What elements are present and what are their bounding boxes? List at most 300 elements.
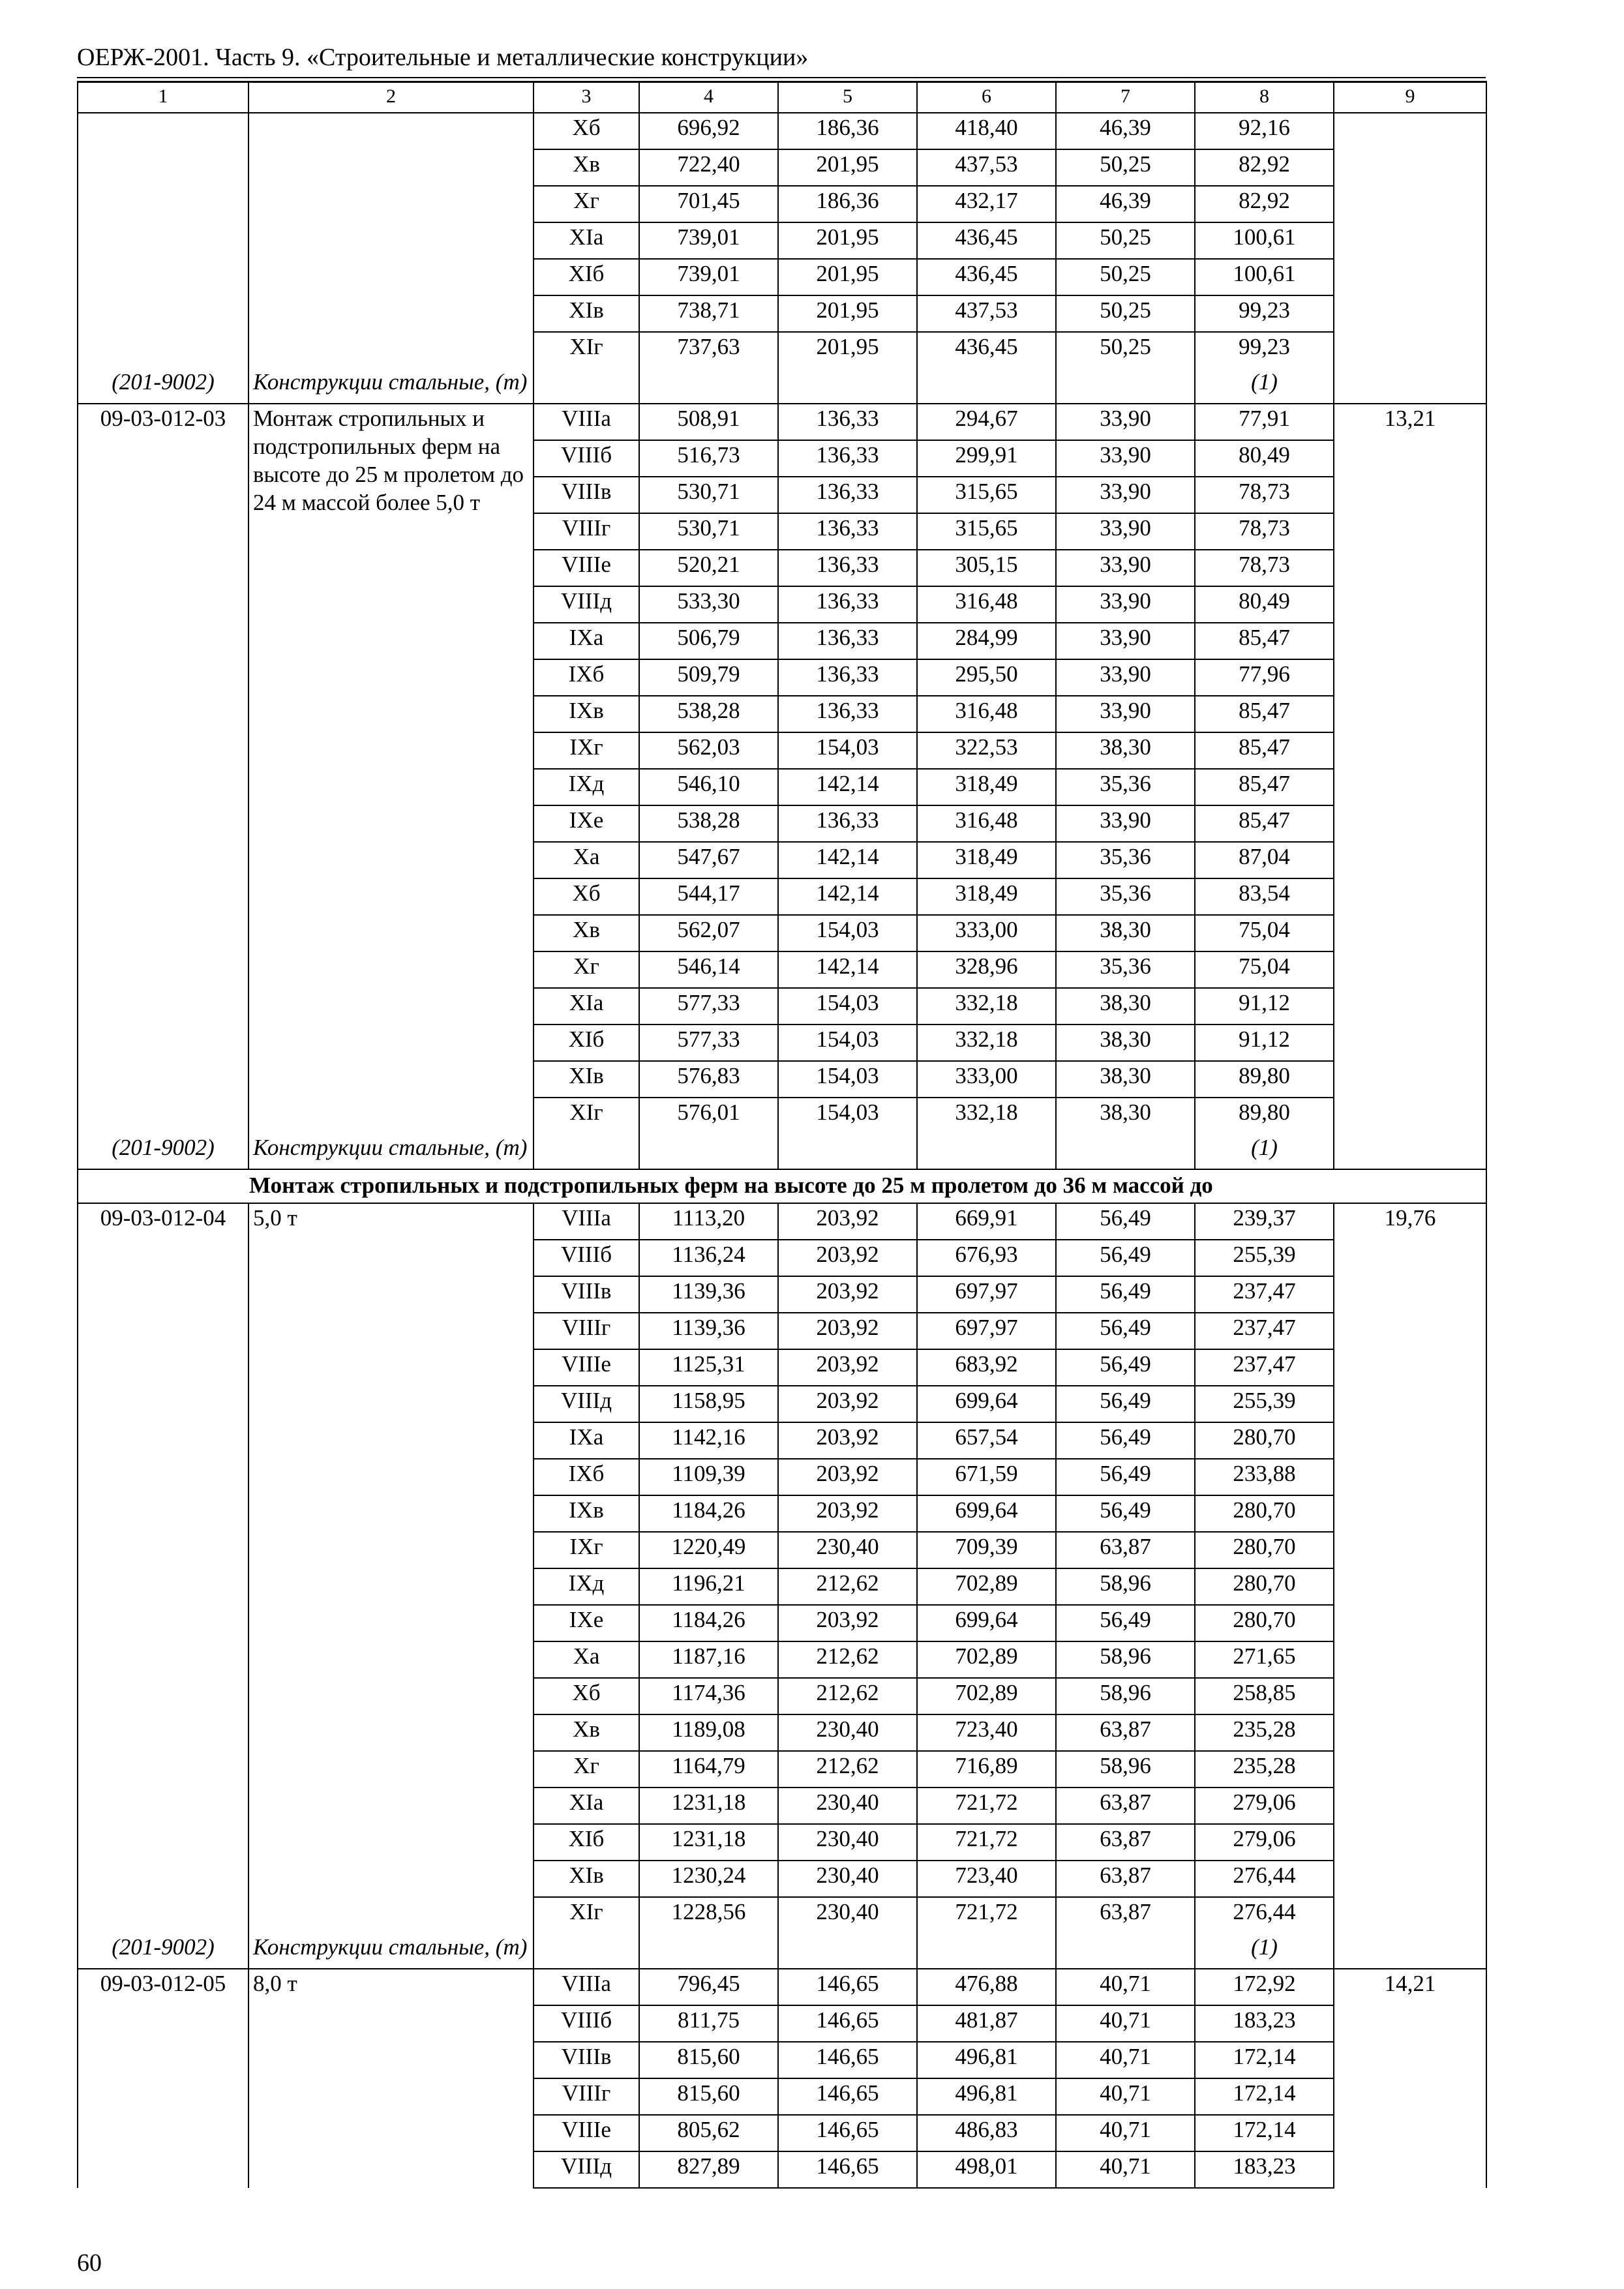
value-cell: 78,73	[1195, 550, 1334, 586]
value-cell: 56,49	[1056, 1276, 1195, 1313]
zone-cell: VIIIг	[534, 1313, 639, 1349]
value-cell: 146,65	[778, 2151, 917, 2188]
zone-cell: VIIIд	[534, 1386, 639, 1422]
value-cell: 255,39	[1195, 1386, 1334, 1422]
value-cell: 35,36	[1056, 878, 1195, 915]
value-cell: 702,89	[917, 1678, 1056, 1714]
column-number: 7	[1056, 82, 1195, 113]
zone-cell: VIIIа	[534, 1969, 639, 2005]
value-cell: 146,65	[778, 2005, 917, 2042]
value-cell: 318,49	[917, 878, 1056, 915]
value-cell: 75,04	[1195, 915, 1334, 951]
zone-cell: Хб	[534, 1678, 639, 1714]
value-cell: 33,90	[1056, 477, 1195, 513]
value-cell: 1220,49	[639, 1532, 778, 1568]
value-cell: 562,07	[639, 915, 778, 951]
value-cell: 299,91	[917, 440, 1056, 477]
value-cell: 33,90	[1056, 659, 1195, 696]
value-cell: 657,54	[917, 1422, 1056, 1459]
value-cell: 723,40	[917, 1861, 1056, 1897]
value-cell: 1174,36	[639, 1678, 778, 1714]
value-cell: 520,21	[639, 550, 778, 586]
zone-cell: ХIг	[534, 1098, 639, 1133]
value-cell: 146,65	[778, 2078, 917, 2115]
value-cell: 154,03	[778, 915, 917, 951]
value-cell: 87,04	[1195, 842, 1334, 878]
empty-cell	[534, 368, 639, 404]
rate-code: 09-03-012-05	[78, 1969, 248, 2188]
table-row	[78, 1969, 1486, 2005]
value-cell: 201,95	[778, 259, 917, 295]
value-cell: 258,85	[1195, 1678, 1334, 1714]
zone-cell: IХг	[534, 1532, 639, 1568]
zone-cell: IХг	[534, 732, 639, 769]
value-cell: 50,25	[1056, 222, 1195, 259]
value-cell: 322,53	[917, 732, 1056, 769]
material-name: Конструкции стальные, (т)	[248, 1133, 534, 1169]
value-cell: 476,88	[917, 1969, 1056, 2005]
rate-code: 09-03-012-04	[78, 1203, 248, 1933]
zone-cell: ХIв	[534, 1061, 639, 1098]
table-row	[78, 113, 1486, 149]
zone-cell: IХв	[534, 1495, 639, 1532]
zone-cell: VIIIа	[534, 404, 639, 440]
value-cell: 280,70	[1195, 1568, 1334, 1605]
value-cell: 63,87	[1056, 1714, 1195, 1751]
zone-cell: VIIIв	[534, 2042, 639, 2078]
material-name: Конструкции стальные, (т)	[248, 368, 534, 404]
value-cell: 35,36	[1056, 769, 1195, 805]
value-cell: 436,45	[917, 259, 1056, 295]
value-cell: 577,33	[639, 1025, 778, 1061]
value-cell: 56,49	[1056, 1495, 1195, 1532]
value-cell: 316,48	[917, 586, 1056, 623]
empty-cell	[917, 368, 1056, 404]
empty-cell	[778, 1933, 917, 1969]
value-cell: 538,28	[639, 696, 778, 732]
value-cell: 1187,16	[639, 1641, 778, 1678]
value-cell: 1139,36	[639, 1276, 778, 1313]
zone-cell: ХIа	[534, 222, 639, 259]
zone-cell: IХе	[534, 805, 639, 842]
value-cell: 280,70	[1195, 1605, 1334, 1641]
column-number: 5	[778, 82, 917, 113]
column-number: 1	[78, 82, 248, 113]
value-cell: 544,17	[639, 878, 778, 915]
value-cell: 56,49	[1056, 1349, 1195, 1386]
zone-cell: Хг	[534, 186, 639, 222]
value-cell: 699,64	[917, 1386, 1056, 1422]
value-cell: 203,92	[778, 1349, 917, 1386]
value-cell: 56,49	[1056, 1386, 1195, 1422]
value-cell: 328,96	[917, 951, 1056, 988]
value-cell: 697,97	[917, 1276, 1056, 1313]
value-cell: 85,47	[1195, 732, 1334, 769]
value-cell: 276,44	[1195, 1861, 1334, 1897]
value-cell: 332,18	[917, 988, 1056, 1025]
value-cell: 316,48	[917, 805, 1056, 842]
page-header	[77, 40, 1486, 83]
value-cell: 201,95	[778, 332, 917, 368]
value-cell: 136,33	[778, 586, 917, 623]
value-cell: 146,65	[778, 1969, 917, 2005]
value-cell: 172,14	[1195, 2115, 1334, 2151]
material-note: (1)	[1195, 368, 1334, 404]
value-cell: 40,71	[1056, 1969, 1195, 2005]
value-cell: 56,49	[1056, 1313, 1195, 1349]
column-number: 6	[917, 82, 1056, 113]
value-cell: 203,92	[778, 1313, 917, 1349]
value-cell: 38,30	[1056, 1098, 1195, 1133]
zone-cell: Хв	[534, 1714, 639, 1751]
value-cell: 82,92	[1195, 186, 1334, 222]
value-cell: 739,01	[639, 222, 778, 259]
value-cell: 83,54	[1195, 878, 1334, 915]
value-cell: 50,25	[1056, 295, 1195, 332]
value-cell: 547,67	[639, 842, 778, 878]
value-cell: 530,71	[639, 513, 778, 550]
zone-cell: VIIIб	[534, 440, 639, 477]
value-cell: 230,40	[778, 1714, 917, 1751]
value-cell: 186,36	[778, 186, 917, 222]
empty-cell	[639, 1133, 778, 1169]
material-name: Конструкции стальные, (т)	[248, 1933, 534, 1969]
value-cell: 486,83	[917, 2115, 1056, 2151]
value-cell: 203,92	[778, 1422, 917, 1459]
value-cell: 40,71	[1056, 2005, 1195, 2042]
value-cell: 332,18	[917, 1025, 1056, 1061]
empty-cell	[534, 1933, 639, 1969]
empty-cell	[917, 1133, 1056, 1169]
rate-code: 09-03-012-03	[78, 404, 248, 1133]
value-cell: 146,65	[778, 2042, 917, 2078]
document-title: ОЕРЖ-2001. Часть 9. «Строительные и металлические конструкции»	[77, 44, 809, 71]
value-cell: 154,03	[778, 988, 917, 1025]
empty-cell	[639, 368, 778, 404]
zone-cell: VIIIе	[534, 2115, 639, 2151]
zone-cell: Хг	[534, 1751, 639, 1788]
material-code: (201-9002)	[78, 368, 248, 404]
value-cell: 1228,56	[639, 1897, 778, 1933]
value-cell: 63,87	[1056, 1788, 1195, 1824]
zone-cell: ХIб	[534, 259, 639, 295]
value-cell: 811,75	[639, 2005, 778, 2042]
value-cell: 35,36	[1056, 842, 1195, 878]
value-cell: 1189,08	[639, 1714, 778, 1751]
value-cell: 697,97	[917, 1313, 1056, 1349]
value-cell: 186,36	[778, 113, 917, 149]
value-cell: 136,33	[778, 513, 917, 550]
value-cell: 546,14	[639, 951, 778, 988]
value-cell: 546,10	[639, 769, 778, 805]
value-cell: 56,49	[1056, 1459, 1195, 1495]
value-cell: 576,01	[639, 1098, 778, 1133]
value-cell: 63,87	[1056, 1897, 1195, 1933]
value-cell: 709,39	[917, 1532, 1056, 1568]
empty-cell	[639, 1933, 778, 1969]
zone-cell: VIIIв	[534, 1276, 639, 1313]
value-cell: 562,03	[639, 732, 778, 769]
value-cell: 815,60	[639, 2042, 778, 2078]
value-cell: 203,92	[778, 1495, 917, 1532]
value-cell: 85,47	[1195, 805, 1334, 842]
zone-cell: Хг	[534, 951, 639, 988]
value-cell: 318,49	[917, 769, 1056, 805]
table-row	[78, 404, 1486, 440]
empty-cell	[1056, 1933, 1195, 1969]
value-cell: 183,23	[1195, 2005, 1334, 2042]
value-cell: 1113,20	[639, 1203, 778, 1240]
value-cell: 33,90	[1056, 550, 1195, 586]
zone-cell: IХд	[534, 1568, 639, 1605]
value-cell: 154,03	[778, 732, 917, 769]
zone-cell: IХв	[534, 696, 639, 732]
value-cell: 58,96	[1056, 1568, 1195, 1605]
value-cell: 203,92	[778, 1276, 917, 1313]
zone-cell: IХд	[534, 769, 639, 805]
material-code: (201-9002)	[78, 1933, 248, 1969]
value-cell: 1109,39	[639, 1459, 778, 1495]
value-cell: 509,79	[639, 659, 778, 696]
zone-cell: Хв	[534, 149, 639, 186]
value-cell: 255,39	[1195, 1240, 1334, 1276]
value-cell: 333,00	[917, 1061, 1056, 1098]
value-cell: 56,49	[1056, 1422, 1195, 1459]
value-cell: 33,90	[1056, 586, 1195, 623]
zone-cell: Хб	[534, 878, 639, 915]
value-cell: 533,30	[639, 586, 778, 623]
value-cell: 702,89	[917, 1568, 1056, 1605]
empty-cell	[534, 1133, 639, 1169]
value-cell: 737,63	[639, 332, 778, 368]
value-cell: 230,40	[778, 1532, 917, 1568]
value-cell: 82,92	[1195, 149, 1334, 186]
value-cell: 85,47	[1195, 769, 1334, 805]
value-cell: 418,40	[917, 113, 1056, 149]
value-cell: 305,15	[917, 550, 1056, 586]
value-cell: 702,89	[917, 1641, 1056, 1678]
material-row	[78, 1133, 1486, 1169]
value-cell: 142,14	[778, 769, 917, 805]
value-cell: 201,95	[778, 222, 917, 259]
value-cell: 203,92	[778, 1240, 917, 1276]
value-cell: 154,03	[778, 1098, 917, 1133]
value-cell: 78,73	[1195, 477, 1334, 513]
value-cell: 75,04	[1195, 951, 1334, 988]
value-cell: 696,92	[639, 113, 778, 149]
value-cell: 33,90	[1056, 696, 1195, 732]
material-row	[78, 1933, 1486, 1969]
column9-value: 13,21	[1334, 404, 1486, 1169]
value-cell: 276,44	[1195, 1897, 1334, 1933]
value-cell: 701,45	[639, 186, 778, 222]
value-cell: 496,81	[917, 2078, 1056, 2115]
value-cell: 538,28	[639, 805, 778, 842]
value-cell: 136,33	[778, 440, 917, 477]
empty-cell	[1056, 1133, 1195, 1169]
value-cell: 498,01	[917, 2151, 1056, 2188]
value-cell: 496,81	[917, 2042, 1056, 2078]
value-cell: 99,23	[1195, 295, 1334, 332]
value-cell: 284,99	[917, 623, 1056, 659]
zone-cell: VIIIд	[534, 586, 639, 623]
zone-cell: VIIIб	[534, 1240, 639, 1276]
value-cell: 35,36	[1056, 951, 1195, 988]
material-note: (1)	[1195, 1933, 1334, 1969]
value-cell: 294,67	[917, 404, 1056, 440]
value-cell: 50,25	[1056, 259, 1195, 295]
value-cell: 63,87	[1056, 1532, 1195, 1568]
value-cell: 33,90	[1056, 513, 1195, 550]
section-banner: Монтаж стропильных и подстропильных ферм на высоте до 25 м пролетом до 36 м массой до	[78, 1169, 1486, 1203]
value-cell: 676,93	[917, 1240, 1056, 1276]
value-cell: 721,72	[917, 1788, 1056, 1824]
value-cell: 91,12	[1195, 988, 1334, 1025]
value-cell: 280,70	[1195, 1422, 1334, 1459]
column9-value: 19,76	[1334, 1203, 1486, 1969]
table-body	[78, 82, 1486, 2188]
value-cell: 183,23	[1195, 2151, 1334, 2188]
value-cell: 77,96	[1195, 659, 1334, 696]
value-cell: 172,14	[1195, 2042, 1334, 2078]
zone-cell: IХб	[534, 659, 639, 696]
zone-cell: IХе	[534, 1605, 639, 1641]
zone-cell: ХIа	[534, 988, 639, 1025]
value-cell: 63,87	[1056, 1824, 1195, 1861]
zone-cell: IХб	[534, 1459, 639, 1495]
value-cell: 50,25	[1056, 149, 1195, 186]
rate-name: 5,0 т	[248, 1203, 534, 1933]
value-cell: 481,87	[917, 2005, 1056, 2042]
value-cell: 201,95	[778, 295, 917, 332]
value-cell: 1125,31	[639, 1349, 778, 1386]
empty-cell	[1056, 368, 1195, 404]
zone-cell: Хв	[534, 915, 639, 951]
table-row	[78, 1203, 1486, 1240]
zone-cell: VIIIг	[534, 2078, 639, 2115]
empty-cell	[917, 1933, 1056, 1969]
value-cell: 805,62	[639, 2115, 778, 2151]
column-number: 2	[248, 82, 534, 113]
value-cell: 699,64	[917, 1605, 1056, 1641]
header-rule	[77, 77, 1486, 78]
value-cell: 279,06	[1195, 1824, 1334, 1861]
rate-code	[78, 113, 248, 368]
value-cell: 530,71	[639, 477, 778, 513]
value-cell: 237,47	[1195, 1349, 1334, 1386]
value-cell: 46,39	[1056, 113, 1195, 149]
value-cell: 33,90	[1056, 623, 1195, 659]
value-cell: 436,45	[917, 222, 1056, 259]
value-cell: 56,49	[1056, 1605, 1195, 1641]
value-cell: 89,80	[1195, 1098, 1334, 1133]
zone-cell: VIIIа	[534, 1203, 639, 1240]
column-number: 9	[1334, 82, 1486, 113]
material-note: (1)	[1195, 1133, 1334, 1169]
value-cell: 33,90	[1056, 404, 1195, 440]
zone-cell: Ха	[534, 1641, 639, 1678]
value-cell: 1142,16	[639, 1422, 778, 1459]
value-cell: 38,30	[1056, 988, 1195, 1025]
column-number: 8	[1195, 82, 1334, 113]
column9-value: 14,21	[1334, 1969, 1486, 2188]
zone-cell: VIIIг	[534, 513, 639, 550]
value-cell: 136,33	[778, 623, 917, 659]
value-cell: 142,14	[778, 878, 917, 915]
value-cell: 237,47	[1195, 1276, 1334, 1313]
value-cell: 136,33	[778, 477, 917, 513]
value-cell: 279,06	[1195, 1788, 1334, 1824]
value-cell: 146,65	[778, 2115, 917, 2151]
zone-cell: VIIIе	[534, 1349, 639, 1386]
value-cell: 436,45	[917, 332, 1056, 368]
section-banner-row	[78, 1169, 1486, 1203]
value-cell: 796,45	[639, 1969, 778, 2005]
value-cell: 1184,26	[639, 1495, 778, 1532]
value-cell: 437,53	[917, 295, 1056, 332]
value-cell: 230,40	[778, 1788, 917, 1824]
value-cell: 40,71	[1056, 2078, 1195, 2115]
value-cell: 136,33	[778, 550, 917, 586]
value-cell: 1136,24	[639, 1240, 778, 1276]
zone-cell: Хб	[534, 113, 639, 149]
value-cell: 230,40	[778, 1824, 917, 1861]
value-cell: 315,65	[917, 513, 1056, 550]
value-cell: 316,48	[917, 696, 1056, 732]
value-cell: 721,72	[917, 1897, 1056, 1933]
zone-cell: ХIа	[534, 1788, 639, 1824]
value-cell: 280,70	[1195, 1495, 1334, 1532]
value-cell: 1196,21	[639, 1568, 778, 1605]
value-cell: 212,62	[778, 1678, 917, 1714]
value-cell: 1158,95	[639, 1386, 778, 1422]
value-cell: 38,30	[1056, 732, 1195, 769]
value-cell: 230,40	[778, 1897, 917, 1933]
value-cell: 136,33	[778, 659, 917, 696]
value-cell: 46,39	[1056, 186, 1195, 222]
value-cell: 136,33	[778, 696, 917, 732]
value-cell: 815,60	[639, 2078, 778, 2115]
value-cell: 739,01	[639, 259, 778, 295]
value-cell: 33,90	[1056, 805, 1195, 842]
value-cell: 80,49	[1195, 440, 1334, 477]
column9-value	[1334, 113, 1486, 404]
page-number: 60	[77, 2249, 102, 2277]
value-cell: 576,83	[639, 1061, 778, 1098]
zone-cell: ХIб	[534, 1025, 639, 1061]
value-cell: 40,71	[1056, 2115, 1195, 2151]
value-cell: 699,64	[917, 1495, 1056, 1532]
value-cell: 508,91	[639, 404, 778, 440]
value-cell: 723,40	[917, 1714, 1056, 1751]
zone-cell: VIIIе	[534, 550, 639, 586]
value-cell: 437,53	[917, 149, 1056, 186]
value-cell: 738,71	[639, 295, 778, 332]
value-cell: 577,33	[639, 988, 778, 1025]
zone-cell: ХIв	[534, 1861, 639, 1897]
value-cell: 63,87	[1056, 1861, 1195, 1897]
rate-name: Монтаж стропильных и подстропильных ферм на высоте до 25 м пролетом до 24 м массой более 5,0 т	[248, 404, 534, 1133]
zone-cell: ХIб	[534, 1824, 639, 1861]
empty-cell	[778, 1133, 917, 1169]
value-cell: 671,59	[917, 1459, 1056, 1495]
value-cell: 85,47	[1195, 696, 1334, 732]
value-cell: 136,33	[778, 805, 917, 842]
rates-table	[77, 81, 1487, 2189]
empty-cell	[778, 368, 917, 404]
value-cell: 516,73	[639, 440, 778, 477]
value-cell: 333,00	[917, 915, 1056, 951]
